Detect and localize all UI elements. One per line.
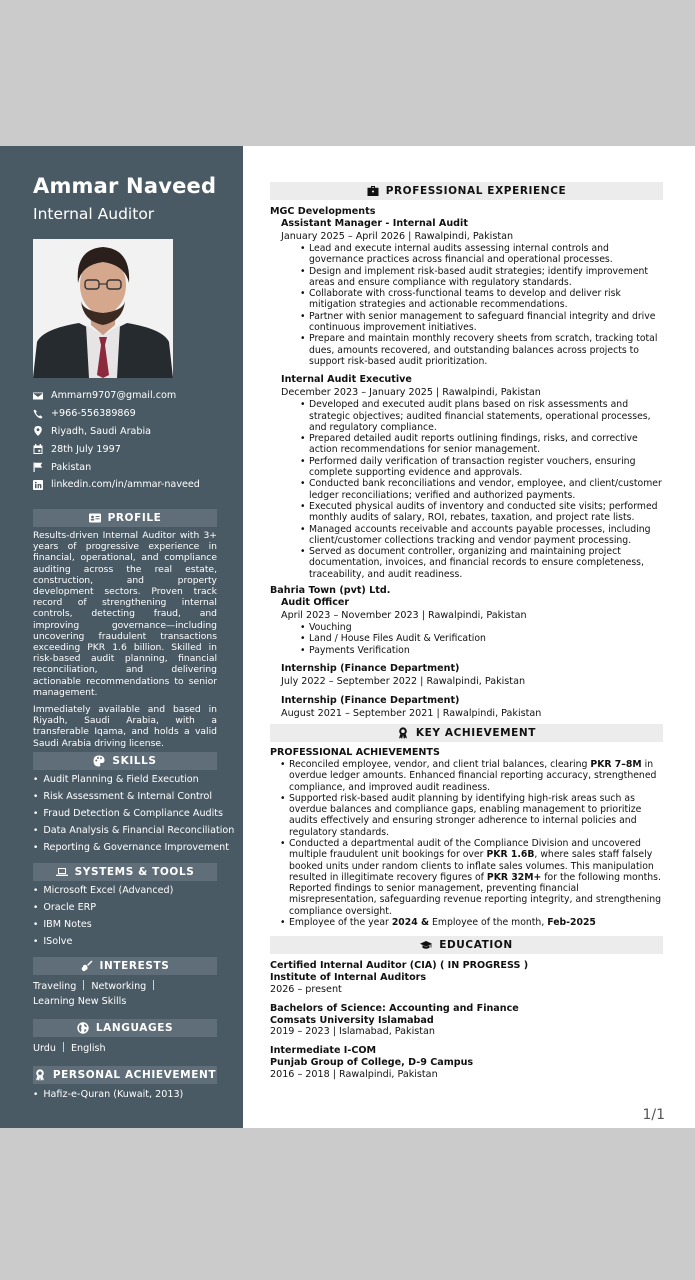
languages-heading-label: LANGUAGES bbox=[95, 1022, 174, 1034]
profile-paragraph: Results-driven Internal Auditor with 3+ years of progressive experience in financial, operational, and compliance auditing across the real estate, construction, and property development sectors. Proven track record of strengthening internal controls, detecting fraud, and improving governance—including uncovering fraudulent transactions exceeding PKR 1.6 billion. Skilled in risk-based audit planning, financial reconciliation, and delivering actionable recommendations to senior management. bbox=[33, 530, 217, 698]
job-entry bbox=[281, 374, 663, 580]
contact-location bbox=[33, 423, 223, 441]
job-dates: August 2021 – September 2021 | Rawalpindi, Pakistan bbox=[281, 707, 542, 719]
contact-text: linkedin.com/in/ammar-naveed bbox=[51, 479, 200, 491]
contact-text: Ammarn9707@gmail.com bbox=[51, 390, 177, 402]
list-item: • Served as document controller, organizing and maintaining project documentation, invoices, and financial records to ensure completeness, traceability, and audit readiness. bbox=[300, 546, 663, 580]
education-dates: 2016 – 2018 | Rawalpindi, Pakistan bbox=[270, 1068, 438, 1080]
languages-heading bbox=[33, 1019, 217, 1037]
list-item: • ISolve bbox=[33, 933, 223, 950]
globe-icon bbox=[77, 1022, 89, 1034]
profile-heading-label: PROFILE bbox=[107, 512, 162, 524]
education-dates: 2019 – 2023 | Islamabad, Pakistan bbox=[270, 1026, 435, 1038]
page-number: 1/1 bbox=[642, 1107, 665, 1123]
guitar-icon bbox=[81, 960, 93, 972]
education-entry bbox=[270, 960, 663, 995]
list-item: • Microsoft Excel (Advanced) bbox=[33, 882, 223, 899]
achievements-list bbox=[280, 759, 663, 928]
list-item: • Employee of the year 2024 & Employee of the month, Feb-2025 bbox=[280, 917, 663, 928]
contact-text: +966-556389869 bbox=[51, 408, 136, 420]
languages-list bbox=[33, 1041, 223, 1056]
job-dates: January 2025 – April 2026 | Rawalpindi, Pakistan bbox=[281, 231, 514, 242]
degree-title: Intermediate I-COM bbox=[270, 1045, 377, 1057]
company-name: MGC Developments bbox=[270, 206, 376, 217]
contact-text: Riyadh, Saudi Arabia bbox=[51, 425, 152, 437]
job-title: Internship (Finance Department) bbox=[281, 694, 460, 706]
key-achievement-heading bbox=[270, 724, 663, 742]
list-item: • Audit Planning & Field Execution bbox=[33, 771, 223, 788]
location-icon bbox=[33, 426, 43, 436]
education-entry bbox=[270, 1003, 663, 1038]
sidebar bbox=[0, 146, 243, 1128]
list-item: • Conducted bank reconciliations and vendor, employee, and client/customer ledger reconciliations; verified and authorized payments. bbox=[300, 478, 663, 501]
phone-icon bbox=[33, 409, 43, 419]
divider bbox=[153, 980, 154, 990]
contact-phone[interactable] bbox=[33, 405, 223, 423]
contact-text: 28th July 1997 bbox=[51, 443, 121, 455]
contact-linkedin[interactable] bbox=[33, 476, 223, 494]
job-title: Internship (Finance Department) bbox=[281, 662, 460, 674]
job-dates: December 2023 – January 2025 | Rawalpindi, Pakistan bbox=[281, 387, 541, 399]
list-item: • Hafiz-e-Quran (Kuwait, 2013) bbox=[33, 1086, 223, 1103]
systems-list bbox=[33, 882, 223, 950]
company-name: Bahria Town (pvt) Ltd. bbox=[270, 585, 391, 597]
job-entry bbox=[281, 597, 663, 656]
experience-heading-label: PROFESSIONAL EXPERIENCE bbox=[385, 185, 567, 197]
candidate-name: Ammar Naveed bbox=[33, 174, 217, 198]
job-title: Assistant Manager - Internal Audit bbox=[281, 218, 468, 229]
list-item: • Risk Assessment & Internal Control bbox=[33, 788, 223, 805]
briefcase-icon bbox=[367, 185, 379, 197]
email-icon bbox=[33, 391, 43, 401]
school-name: Institute of Internal Auditors bbox=[270, 972, 427, 984]
palette-icon bbox=[93, 755, 105, 767]
key-achievement-heading-label: KEY ACHIEVEMENT bbox=[415, 726, 537, 739]
contact-nationality bbox=[33, 458, 223, 476]
job-entry bbox=[281, 695, 663, 720]
experience-heading bbox=[270, 182, 663, 200]
achievements-subheading: PROFESSIONAL ACHIEVEMENTS bbox=[270, 746, 440, 758]
divider bbox=[63, 1042, 64, 1052]
list-item: • Executed physical audits of inventory and conducted site visits; performed monthly audits of salary, ROI, rebates, taxation, and project rate lists. bbox=[300, 501, 663, 524]
job-dates: July 2022 – September 2022 | Rawalpindi, Pakistan bbox=[281, 675, 526, 687]
list-item: • Lead and execute internal audits assessing internal controls and governance practices across financial and operational processes. bbox=[300, 243, 663, 266]
job-dates: April 2023 – November 2023 | Rawalpindi, Pakistan bbox=[281, 610, 527, 622]
interests-heading bbox=[33, 957, 217, 975]
profile-paragraph: Immediately available and based in Riyadh, Saudi Arabia, with a transferable Iqama, and holds a valid Saudi Arabia driving license. bbox=[33, 704, 217, 749]
list-item: English bbox=[70, 1043, 106, 1054]
list-item: • Partner with senior management to safeguard financial integrity and drive continuous improvement initiatives. bbox=[300, 311, 663, 334]
id-card-icon bbox=[89, 512, 101, 524]
list-item: Urdu bbox=[33, 1043, 56, 1054]
resume-page bbox=[0, 146, 695, 1128]
job-entry bbox=[281, 218, 663, 367]
main-content bbox=[270, 182, 663, 1081]
school-name: Comsats University Islamabad bbox=[270, 1014, 434, 1026]
list-item: • Design and implement risk-based audit strategies; identify improvement areas and ensure compliance with regulatory standards. bbox=[300, 266, 663, 289]
list-item: • Performed daily verification of transaction register vouchers, ensuring complete supporting evidence and approvals. bbox=[300, 456, 663, 479]
list-item: • Reconciled employee, vendor, and client trial balances, clearing PKR 7–8M in overdue ledger amounts. Enhanced financial reporting accuracy, strengthened compliance, and improved audit readiness. bbox=[280, 759, 663, 793]
skills-heading bbox=[33, 752, 217, 770]
education-section bbox=[270, 960, 663, 1080]
list-item: • Managed accounts receivable and accounts payable processes, including client/customer collections tracking and vendor payment processing. bbox=[300, 524, 663, 547]
degree-title: Bachelors of Science: Accounting and Finance bbox=[270, 1002, 519, 1014]
systems-heading-label: SYSTEMS & TOOLS bbox=[74, 866, 195, 878]
job-title: Audit Officer bbox=[281, 597, 350, 609]
education-dates: 2026 – present bbox=[270, 983, 342, 995]
linkedin-icon bbox=[33, 480, 43, 490]
skills-list bbox=[33, 771, 235, 856]
list-item: • IBM Notes bbox=[33, 916, 223, 933]
interests-list bbox=[33, 979, 223, 1009]
interests-heading-label: INTERESTS bbox=[99, 960, 170, 972]
list-item: • Fraud Detection & Compliance Audits bbox=[33, 805, 223, 822]
list-item: • Prepare and maintain monthly recovery sheets from scratch, tracking total dues, amounts recovered, and outstanding balances across projects to support risk-based audit prioritization. bbox=[300, 333, 663, 367]
list-item: • Developed and executed audit plans based on risk assessments and strategic objectives; audited financial statements, operational processes, and regulatory compliance. bbox=[300, 399, 663, 433]
list-item: • Vouching bbox=[300, 622, 663, 633]
education-entry bbox=[270, 1045, 663, 1080]
personal-achievement-heading-label: PERSONAL ACHIEVEMENT bbox=[52, 1069, 217, 1081]
list-item: • Collaborate with cross-functional teams to develop and deliver risk mitigation strategies and actionable recommendations. bbox=[300, 288, 663, 311]
laptop-icon bbox=[56, 866, 68, 878]
job-title: Internal Audit Executive bbox=[281, 374, 412, 386]
school-name: Punjab Group of College, D-9 Campus bbox=[270, 1056, 474, 1068]
contact-birthdate bbox=[33, 440, 223, 458]
list-item: Networking bbox=[91, 981, 147, 992]
degree-title: Certified Internal Auditor (CIA) ( IN PROGRESS ) bbox=[270, 960, 529, 972]
list-item: • Supported risk-based audit planning by identifying high-risk areas such as overdue balances and compliance gaps, enabling management to prioritize audits effectively and ensuring stronger adherence to internal policies and regulatory standards. bbox=[280, 793, 663, 838]
list-item: • Conducted a departmental audit of the Compliance Division and uncovered multiple fraudulent unit bookings for over PKR 1.6B, where sales staff falsely booked units under random clients to inflate sales volumes. This manipulation resulted in illegitimate recovery figures of PKR 32M+ for the following months. Reported findings to senior management, preventing financial misrepresentation, safeguarding revenue reporting integrity, and strengthening compliance oversight. bbox=[280, 838, 663, 917]
list-item: • Oracle ERP bbox=[33, 899, 223, 916]
profile-photo bbox=[33, 239, 173, 378]
graduation-cap-icon bbox=[420, 939, 432, 951]
personal-achievement-list bbox=[33, 1086, 223, 1103]
award-icon bbox=[397, 727, 409, 739]
list-item: • Land / House Files Audit & Verification bbox=[300, 633, 663, 644]
personal-achievement-heading bbox=[33, 1066, 217, 1084]
flag-icon bbox=[33, 462, 43, 472]
skills-heading-label: SKILLS bbox=[112, 755, 157, 767]
experience-section bbox=[270, 206, 663, 720]
list-item: • Prepared detailed audit reports outlining findings, risks, and corrective action recommendations for senior management. bbox=[300, 433, 663, 456]
divider bbox=[83, 980, 84, 990]
award-icon bbox=[34, 1069, 46, 1081]
profile-summary bbox=[33, 530, 217, 749]
list-item: Learning New Skills bbox=[33, 996, 127, 1007]
contact-list bbox=[33, 387, 223, 494]
job-bullets bbox=[300, 243, 663, 367]
job-bullets bbox=[300, 622, 663, 656]
education-heading-label: EDUCATION bbox=[439, 939, 513, 952]
profile-heading bbox=[33, 509, 217, 527]
list-item: • Data Analysis & Financial Reconciliation bbox=[33, 822, 223, 839]
list-item: • Reporting & Governance Improvement bbox=[33, 839, 223, 856]
achievements-section bbox=[270, 747, 663, 928]
contact-email[interactable] bbox=[33, 387, 223, 405]
contact-text: Pakistan bbox=[51, 461, 92, 473]
list-item: • Payments Verification bbox=[300, 645, 663, 656]
systems-heading bbox=[33, 863, 217, 881]
job-bullets bbox=[300, 399, 663, 580]
candidate-role: Internal Auditor bbox=[33, 205, 155, 223]
education-heading bbox=[270, 936, 663, 954]
calendar-icon bbox=[33, 444, 43, 454]
list-item: Traveling bbox=[33, 981, 77, 992]
job-entry bbox=[281, 663, 663, 688]
